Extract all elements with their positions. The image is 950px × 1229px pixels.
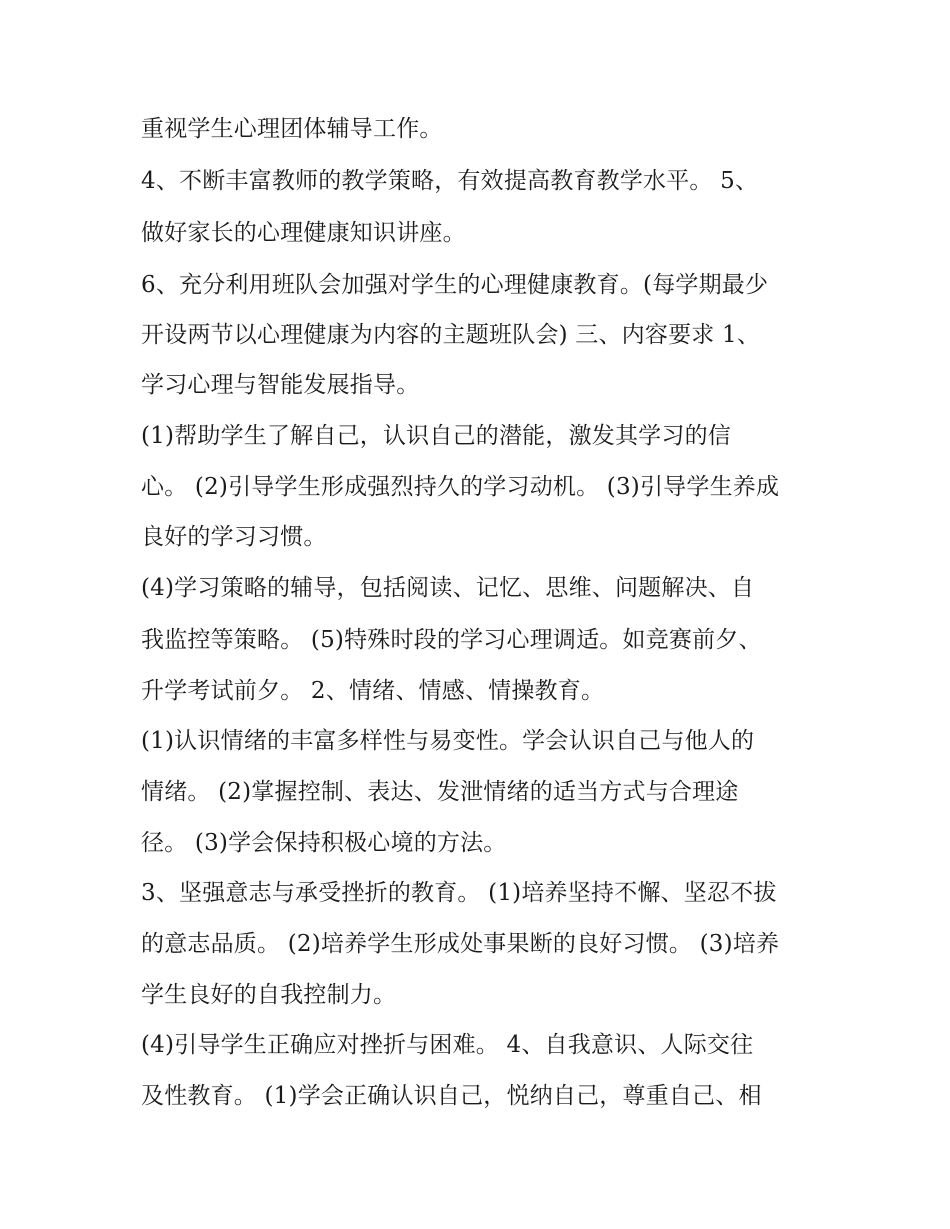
text-line: 我监控等策略。 (5)特殊时段的学习心理调适。如竞赛前夕、 (141, 627, 762, 653)
text-line: 学生良好的自我控制力。 (141, 982, 397, 1008)
text-line: 做好家长的心理健康知识讲座。 (141, 220, 466, 246)
text-line: 升学考试前夕。 2、情绪、情感、情操教育。 (141, 678, 605, 704)
text-line: 开设两节以心理健康为内容的主题班队会) 三、内容要求 1、 (141, 322, 761, 348)
text-line: 学习心理与智能发展指导。 (141, 372, 420, 398)
text-line: 3、坚强意志与承受挫折的教育。 (1)培养坚持不懈、坚忍不拔 (141, 880, 777, 906)
text-line: (4)学习策略的辅导，包括阅读、记忆、思维、问题解决、自 (141, 575, 755, 601)
text-line: (4)引导学生正确应对挫折与困难。 4、自我意识、人际交往 (141, 1032, 754, 1058)
text-line: 的意志品质。 (2)培养学生形成处事果断的良好习惯。 (3)培养 (141, 931, 780, 957)
text-line: 良好的学习习惯。 (141, 524, 327, 550)
text-line: 径。 (3)学会保持积极心境的方法。 (141, 830, 507, 856)
text-line: 心。 (2)引导学生形成强烈持久的学习动机。 (3)引导学生养成 (141, 474, 780, 500)
text-line: 6、充分利用班队会加强对学生的心理健康教育。(每学期最少 (141, 272, 769, 298)
text-line: 及性教育。 (1)学会正确认识自己，悦纳自己，尊重自己、相 (141, 1083, 762, 1109)
text-line: 4、不断丰富教师的教学策略，有效提高教育教学水平。 5、 (141, 168, 759, 194)
text-line: (1)帮助学生了解自己，认识自己的潜能，激发其学习的信 (141, 423, 731, 449)
text-line: 重视学生心理团体辅导工作。 (141, 116, 443, 142)
text-line: (1)认识情绪的丰富多样性与易变性。学会认识自己与他人的 (141, 728, 755, 754)
text-line: 情绪。 (2)掌握控制、表达、发泄情绪的适当方式与合理途 (141, 779, 739, 805)
